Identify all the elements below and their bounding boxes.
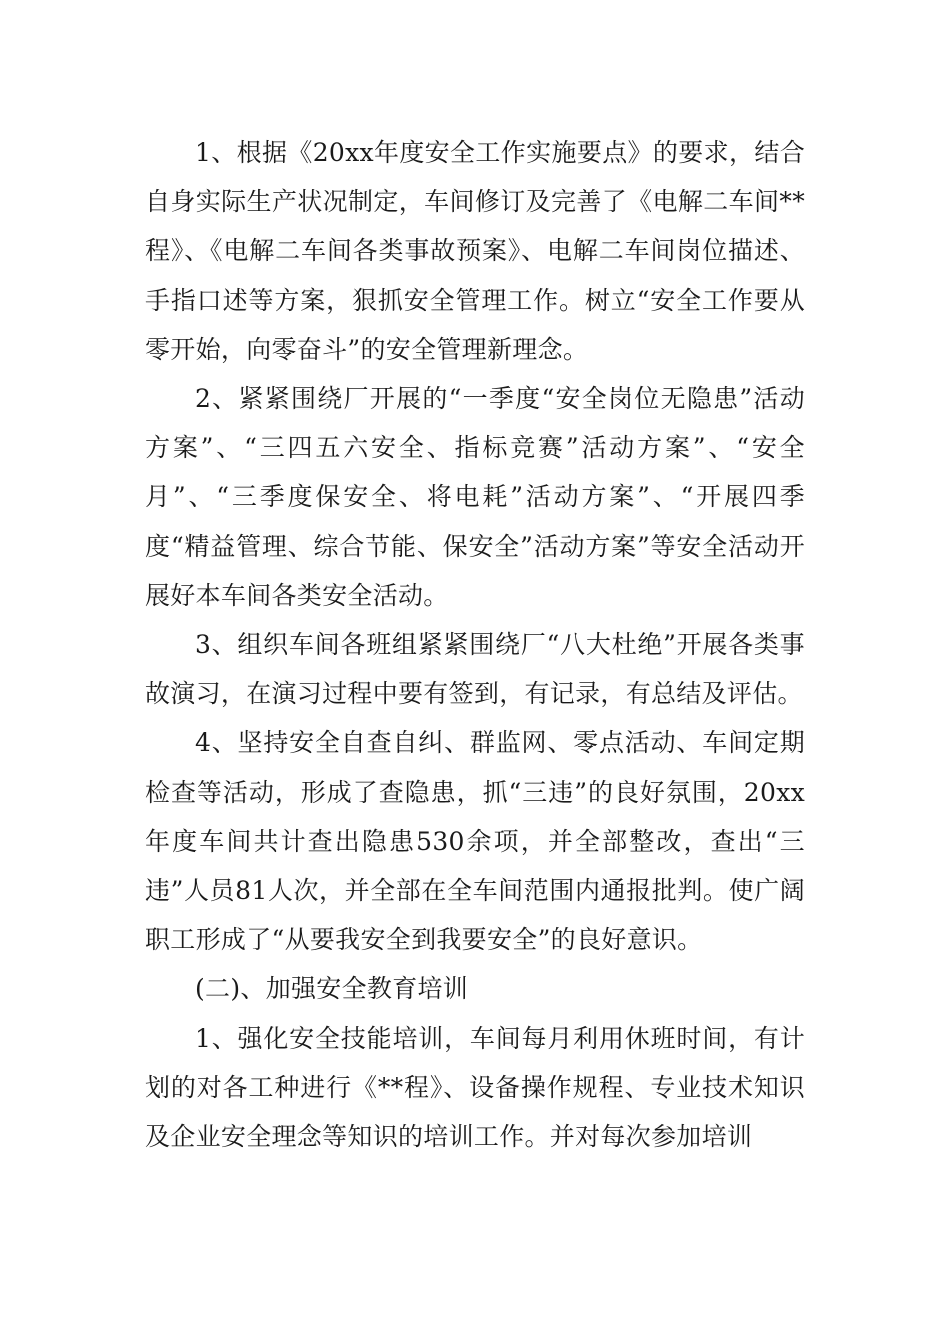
section-heading: (二)、加强安全教育培训 [195, 974, 469, 1004]
paragraph-2: 2、紧紧围绕厂开展的“一季度“安全岗位无隐患”活动方案”、“三四五六安全、指标竞赛”活动方案”、“安全月”、“三季度保安全、将电耗”活动方案”、“开展四季度“精益管理、综合节能、保安全”活动方案”等安全活动开展好本车间各类安全活动。 [145, 384, 805, 610]
document-page [145, 128, 805, 1161]
paragraph-5: 1、强化安全技能培训，车间每月利用休班时间，有计划的对各工种进行《**程》、设备操作规程、专业技术知识及企业安全理念等知识的培训工作。并对每次参加培训 [145, 1023, 805, 1152]
paragraph-1: 1、根据《20xx年度安全工作实施要点》的要求，结合自身实际生产状况制定，车间修订及完善了《电解二车间**程》、《电解二车间各类事故预案》、电解二车间岗位描述、手指口述等方案，狠抓安全管理工作。树立“安全工作要从零开始，向零奋斗”的安全管理新理念。 [145, 138, 805, 364]
paragraph-3: 3、组织车间各班组紧紧围绕厂“八大杜绝”开展各类事故演习，在演习过程中要有签到，有记录，有总结及评估。 [145, 630, 805, 709]
paragraph-4: 4、坚持安全自查自纠、群监网、零点活动、车间定期检查等活动，形成了查隐患，抓“三违”的良好氛围，20xx年度车间共计查出隐患530余项，并全部整改，查出“三违”人员81人次，并全部在全车间范围内通报批判。使广阔职工形成了“从要我安全到我要安全”的良好意识。 [145, 728, 805, 955]
